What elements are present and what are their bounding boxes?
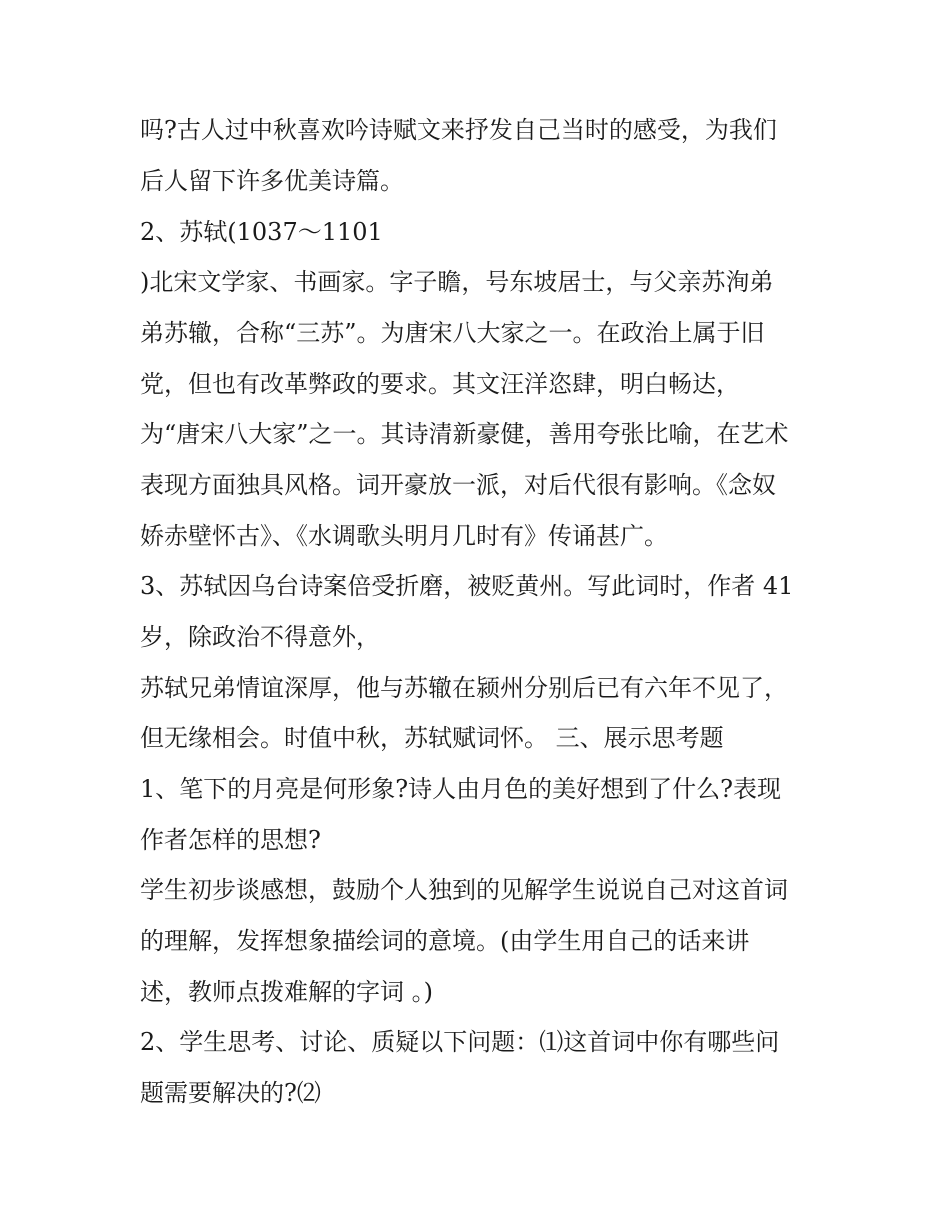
text-line: 述，教师点拨难解的字词 。) <box>140 978 433 1006</box>
text-line: 1、笔下的月亮是何形象?诗人由月色的美好想到了什么?表现 <box>140 775 782 803</box>
text-line: 娇赤壁怀古》、《水调歌头明月几时有》传诵甚广。 <box>140 522 668 550</box>
text-line: 弟苏辙，合称“三苏”。为唐宋八大家之一。在政治上属于旧 <box>140 319 765 347</box>
text-line: 表现方面独具风格。词开豪放一派，对后代很有影响。《念奴 <box>140 471 776 499</box>
text-line: 3、苏轼因乌台诗案倍受折磨，被贬黄州。写此词时，作者 41 <box>140 572 794 600</box>
text-line: 苏轼兄弟情谊深厚，他与苏辙在颍州分别后已有六年不见了， <box>140 674 788 702</box>
text-line: )北宋文学家、书画家。字子瞻，号东坡居士，与父亲苏洵弟 <box>140 268 774 296</box>
text-line: 后人留下许多优美诗篇。 <box>140 167 404 195</box>
text-line: 的理解，发挥想象描绘词的意境。(由学生用自己的话来讲 <box>140 927 750 955</box>
text-line: 岁，除政治不得意外， <box>140 623 380 651</box>
text-line: 题需要解决的?⑵ <box>140 1079 321 1107</box>
text-line: 2、学生思考、讨论、质疑以下问题：⑴这首词中你有哪些问 <box>140 1028 780 1056</box>
text-line: 为“唐宋八大家”之一。其诗清新豪健，善用夸张比喻，在艺术 <box>140 420 789 448</box>
text-line: 作者怎样的思想? <box>140 826 321 854</box>
text-line: 党，但也有改革弊政的要求。其文汪洋恣肆，明白畅达， <box>140 370 740 398</box>
text-line: 2、苏轼(1037～1101 <box>140 218 383 246</box>
text-line: 吗?古人过中秋喜欢吟诗赋文来抒发自己当时的感受，为我们 <box>140 116 777 144</box>
text-line: 但无缘相会。时值中秋，苏轼赋词怀。 三、展示思考题 <box>140 724 724 752</box>
text-line: 学生初步谈感想，鼓励个人独到的见解学生说说自己对这首词 <box>140 876 788 904</box>
